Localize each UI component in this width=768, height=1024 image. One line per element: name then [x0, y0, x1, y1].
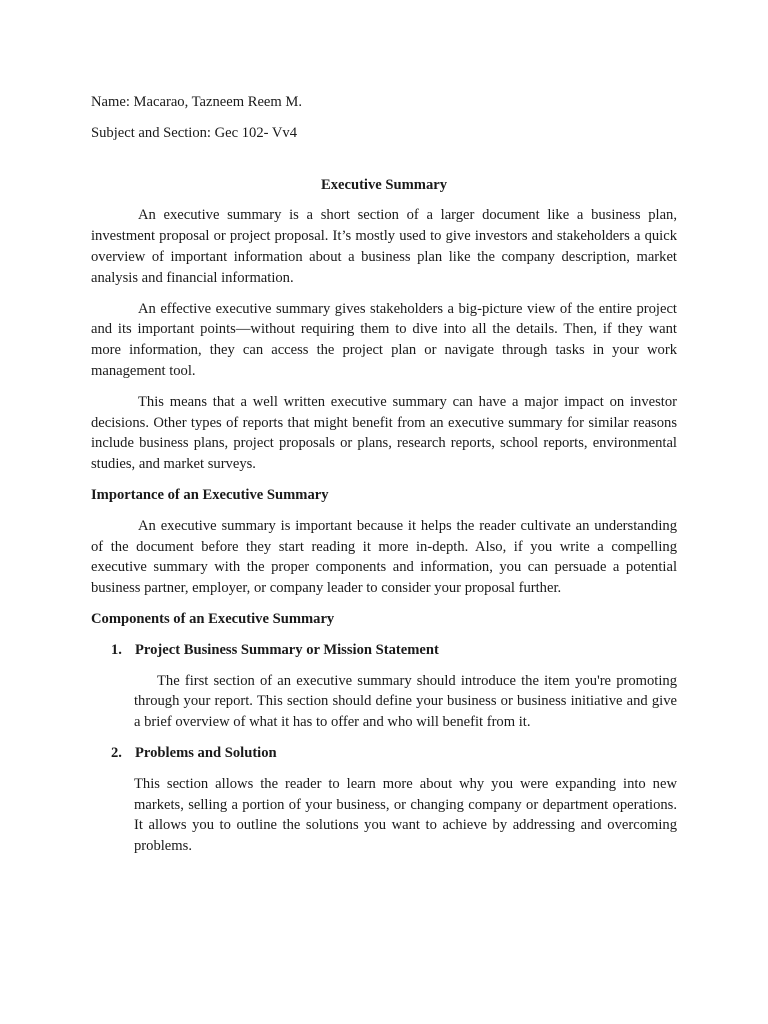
component-item-2-text: This section allows the reader to learn more about why you were expanding into new markets, selling a portion of your business, or changing company or department operations. It allows you to outline the solutions you want to achieve by addressing and overcoming problems.	[134, 775, 677, 855]
list-number: 2.	[111, 744, 122, 761]
component-item-2-heading	[111, 743, 677, 764]
document-title: Executive Summary	[320, 176, 448, 193]
intro-paragraph-1: An executive summary is a short section of a larger document like a business plan, investment proposal or project proposal. It’s mostly used to give investors and stakeholders a quick overview of important information about a business plan like the company description, market analysis and financial information.	[91, 207, 677, 286]
list-item-title: Problems and Solution	[135, 744, 277, 761]
document-page	[91, 92, 677, 867]
components-heading: Components of an Executive Summary	[91, 610, 335, 627]
subject-section: Subject and Section: Gec 102- Vv4	[91, 124, 298, 141]
list-number: 1.	[111, 641, 122, 658]
importance-heading: Importance of an Executive Summary	[91, 486, 329, 503]
intro-paragraph-3: This means that a well written executive summary can have a major impact on investor decisions. Other types of reports that might benefit from an executive summary for similar reasons include business plans, project proposals or plans, research reports, school reports, environmental studies, and market surveys.	[91, 393, 677, 473]
intro-paragraph-2: An effective executive summary gives stakeholders a big-picture view of the entire project and its important points—without requiring them to dive into all the details. Then, if they want more information, they can access the project plan or navigate through tasks in your work management tool.	[91, 300, 677, 379]
importance-paragraph: An executive summary is important because it helps the reader cultivate an understanding of the document before they start reading it more in-depth. Also, if you write a compelling executive summary with the proper components and information, you can persuade a potential business partner, employer, or company leader to consider your proposal further.	[91, 517, 677, 597]
component-item-1-text: The first section of an executive summary should introduce the item you're promoting through your report. This section should define your business or business initiative and give a brief overview of what it has to offer and who will benefit from it.	[134, 672, 677, 731]
component-item-1-heading	[111, 640, 677, 661]
list-item-title: Project Business Summary or Mission Statement	[135, 641, 439, 658]
student-name: Name: Macarao, Tazneem Reem M.	[91, 94, 303, 110]
